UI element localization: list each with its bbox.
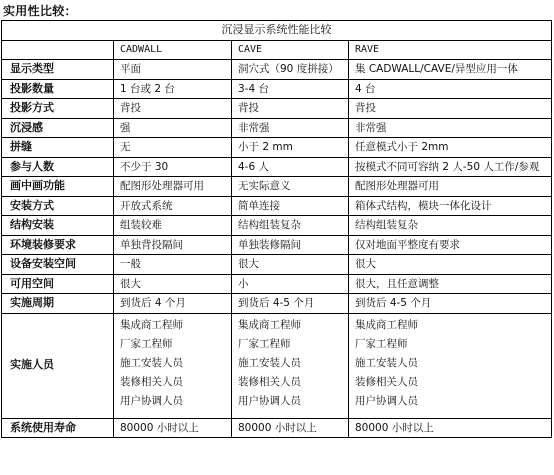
row-label: 画中画功能 <box>2 177 114 197</box>
table-row <box>2 196 552 216</box>
cell-cave: 无实际意义 <box>232 177 349 197</box>
cell-rave: 80000 小时以上 <box>349 418 552 438</box>
cell-cave: 到货后 4-5 个月 <box>232 294 349 314</box>
cell-cave: 4-6 人 <box>232 157 349 177</box>
cell-cadwall: 开放式系统 <box>114 196 232 216</box>
row-label: 环境装修要求 <box>2 235 114 255</box>
cell-cadwall: 80000 小时以上 <box>114 418 232 438</box>
staff-cell-rave <box>349 313 552 418</box>
cell-rave: 配图形处理器可用 <box>349 177 552 197</box>
cell-cadwall: 背投 <box>114 99 232 119</box>
table-row <box>2 177 552 197</box>
row-label: 安装方式 <box>2 196 114 216</box>
staff-line: 装修相关人员 <box>238 376 301 389</box>
cell-cave: 结构组装复杂 <box>232 216 349 236</box>
table-row <box>2 255 552 275</box>
cell-rave: 仅对地面平整度有要求 <box>349 235 552 255</box>
cell-cave: 洞穴式（90 度拼接） <box>232 60 349 80</box>
cell-rave: 结构组装复杂 <box>349 216 552 236</box>
table-row <box>2 118 552 138</box>
staff-line: 施工安装人员 <box>355 356 418 369</box>
cell-cadwall: 强 <box>114 118 232 138</box>
staff-line: 集成商工程师 <box>120 318 183 331</box>
staff-line: 厂家工程师 <box>355 337 408 350</box>
cell-cave: 3-4 台 <box>232 79 349 99</box>
staff-line: 施工安装人员 <box>120 356 183 369</box>
column-header-row <box>2 40 552 60</box>
cell-rave: 非常强 <box>349 118 552 138</box>
cell-cadwall: 平面 <box>114 60 232 80</box>
staff-cell-cave <box>232 313 349 418</box>
table-row <box>2 418 552 438</box>
row-label: 实施人员 <box>2 313 114 418</box>
staff-line: 施工安装人员 <box>238 356 301 369</box>
table-row <box>2 274 552 294</box>
table-row <box>2 235 552 255</box>
table-row <box>2 294 552 314</box>
cell-rave: 很大，且任意调整 <box>349 274 552 294</box>
table-title-row <box>2 21 552 41</box>
cell-rave: 按模式不同可容纳 2 人-50 人工作/参观 <box>349 157 552 177</box>
column-header-rave: RAVE <box>349 40 552 60</box>
staff-line: 集成商工程师 <box>238 318 301 331</box>
staff-cell-cadwall <box>114 313 232 418</box>
cell-cadwall: 组装较难 <box>114 216 232 236</box>
cell-cadwall: 配图形处理器可用 <box>114 177 232 197</box>
row-label: 可用空间 <box>2 274 114 294</box>
cell-cadwall: 1 台或 2 台 <box>114 79 232 99</box>
row-label: 实施周期 <box>2 294 114 314</box>
cell-cadwall: 单独背投隔间 <box>114 235 232 255</box>
cell-rave: 任意模式小于 2mm <box>349 138 552 158</box>
row-label: 结构安装 <box>2 216 114 236</box>
cell-cadwall: 一般 <box>114 255 232 275</box>
row-label: 拼缝 <box>2 138 114 158</box>
table-row <box>2 79 552 99</box>
table-row <box>2 138 552 158</box>
cell-cave: 简单连接 <box>232 196 349 216</box>
cell-cadwall: 很大 <box>114 274 232 294</box>
corner-cell <box>2 40 114 60</box>
table-title: 沉浸显示系统性能比较 <box>2 21 552 41</box>
cell-rave: 很大 <box>349 255 552 275</box>
cell-cave: 单独装修隔间 <box>232 235 349 255</box>
staff-line: 厂家工程师 <box>238 337 291 350</box>
cell-cadwall: 无 <box>114 138 232 158</box>
table-row <box>2 99 552 119</box>
cell-rave: 4 台 <box>349 79 552 99</box>
staff-line: 厂家工程师 <box>120 337 173 350</box>
cell-cave: 80000 小时以上 <box>232 418 349 438</box>
staff-line: 装修相关人员 <box>120 376 183 389</box>
cell-cave: 小 <box>232 274 349 294</box>
page-heading: 实用性比较： <box>3 4 77 18</box>
row-label: 系统使用寿命 <box>2 418 114 438</box>
column-header-cadwall: CADWALL <box>114 40 232 60</box>
staff-line: 用户协调人员 <box>238 395 301 408</box>
table-row <box>2 60 552 80</box>
cell-rave: 箱体式结构，模块一体化设计 <box>349 196 552 216</box>
column-header-cave: CAVE <box>232 40 349 60</box>
cell-rave: 集 CADWALL/CAVE/异型应用一体 <box>349 60 552 80</box>
cell-cave: 小于 2 mm <box>232 138 349 158</box>
comparison-table <box>1 20 552 438</box>
row-label: 参与人数 <box>2 157 114 177</box>
cell-cave: 很大 <box>232 255 349 275</box>
row-label: 投影方式 <box>2 99 114 119</box>
cell-cave: 非常强 <box>232 118 349 138</box>
staff-line: 集成商工程师 <box>355 318 418 331</box>
cell-rave: 背投 <box>349 99 552 119</box>
table-row <box>2 216 552 236</box>
table-row <box>2 157 552 177</box>
cell-cave: 背投 <box>232 99 349 119</box>
row-label: 沉浸感 <box>2 118 114 138</box>
row-label: 显示类型 <box>2 60 114 80</box>
row-label: 投影数量 <box>2 79 114 99</box>
row-label: 设备安装空间 <box>2 255 114 275</box>
staff-line: 用户协调人员 <box>120 395 183 408</box>
cell-cadwall: 到货后 4 个月 <box>114 294 232 314</box>
staff-line: 装修相关人员 <box>355 376 418 389</box>
cell-cadwall: 不少于 30 <box>114 157 232 177</box>
cell-rave: 到货后 4-5 个月 <box>349 294 552 314</box>
staff-row <box>2 313 552 418</box>
staff-line: 用户协调人员 <box>355 395 418 408</box>
